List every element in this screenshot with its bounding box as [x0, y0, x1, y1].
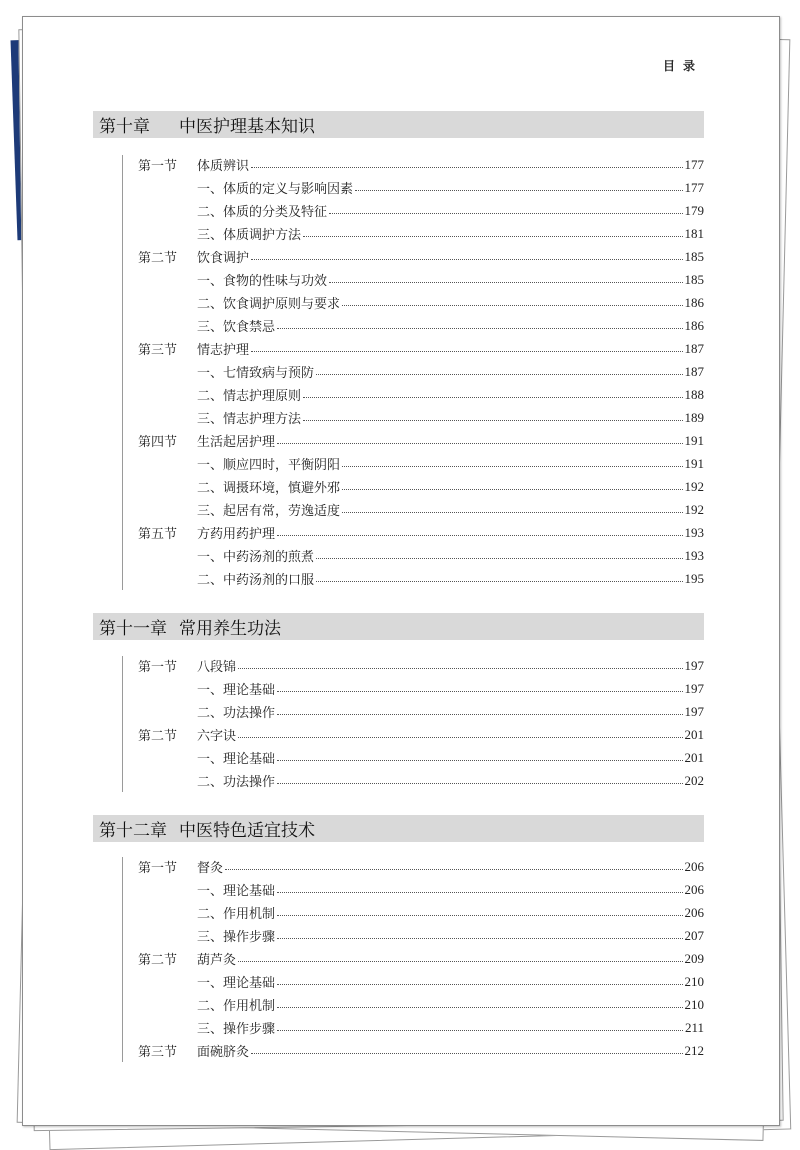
entry-title: 二、作用机制	[197, 907, 276, 922]
page-number: 202	[684, 772, 704, 788]
toc-entry	[197, 385, 704, 404]
dot-leader	[303, 236, 682, 237]
chapter-heading	[93, 815, 704, 842]
toc-entry	[197, 771, 704, 790]
dot-leader	[277, 535, 682, 536]
toc-subsection-row[interactable]	[93, 970, 704, 993]
entry-title: 方药用药护理	[197, 527, 276, 542]
toc-section-row[interactable]	[93, 521, 704, 544]
toc-entry	[197, 500, 704, 519]
entry-title: 体质辨识	[197, 159, 250, 174]
page-number: 177	[684, 179, 704, 195]
toc-subsection-row[interactable]	[93, 924, 704, 947]
chapter-entries	[93, 153, 704, 590]
toc-subsection-row[interactable]	[93, 769, 704, 792]
toc-entry	[197, 926, 704, 945]
entry-title: 生活起居护理	[197, 435, 276, 450]
page-number: 211	[684, 1019, 704, 1035]
page-number: 186	[684, 317, 704, 333]
toc-entry	[197, 972, 704, 991]
dot-leader	[251, 351, 682, 352]
section-number: 第二节	[138, 729, 178, 744]
entry-title: 饮食调护	[197, 251, 250, 266]
chapter-heading	[93, 111, 704, 138]
page-number: 206	[684, 904, 704, 920]
section-number: 第一节	[138, 660, 178, 675]
entry-title: 二、调摄环境，慎避外邪	[197, 481, 341, 496]
section-number: 第三节	[138, 1045, 178, 1060]
dot-leader	[277, 938, 682, 939]
entry-title: 一、理论基础	[197, 752, 276, 767]
toc-subsection-row[interactable]	[93, 383, 704, 406]
toc-entry	[197, 178, 704, 197]
toc-page	[22, 16, 780, 1126]
toc-subsection-row[interactable]	[93, 993, 704, 1016]
toc-entry	[197, 702, 704, 721]
entry-title: 三、起居有常，劳逸适度	[197, 504, 341, 519]
page-number: 209	[684, 950, 704, 966]
entry-title: 二、饮食调护原则与要求	[197, 297, 341, 312]
toc-entry	[197, 224, 704, 243]
dot-leader	[342, 305, 682, 306]
entry-title: 八段锦	[197, 660, 237, 675]
chapter-number: 第十章	[99, 117, 150, 137]
toc-subsection-row[interactable]	[93, 878, 704, 901]
toc-subsection-row[interactable]	[93, 452, 704, 475]
dot-leader	[251, 167, 682, 168]
section-number: 第二节	[138, 953, 178, 968]
page-number: 193	[684, 524, 704, 540]
page-number: 206	[684, 858, 704, 874]
page-number: 193	[684, 547, 704, 563]
page-number: 191	[684, 432, 704, 448]
entry-title: 三、饮食禁忌	[197, 320, 276, 335]
dot-leader	[355, 190, 682, 191]
page-number: 212	[684, 1042, 704, 1058]
toc-section-row[interactable]	[93, 947, 704, 970]
dot-leader	[316, 558, 682, 559]
chapter-entries	[93, 855, 704, 1062]
toc-subsection-row[interactable]	[93, 498, 704, 521]
dot-leader	[277, 691, 682, 692]
chapter-title: 中医护理基本知识	[179, 117, 315, 137]
entry-title: 二、情志护理原则	[197, 389, 302, 404]
toc-entry	[197, 339, 704, 358]
page-number: 185	[684, 271, 704, 287]
dot-leader	[277, 915, 682, 916]
dot-leader	[225, 869, 682, 870]
page-number: 197	[684, 680, 704, 696]
toc-section-row[interactable]	[93, 1039, 704, 1062]
toc-subsection-row[interactable]	[93, 199, 704, 222]
dot-leader	[277, 892, 682, 893]
page-number: 181	[684, 225, 704, 241]
page-number: 197	[684, 703, 704, 719]
chapter-entries	[93, 654, 704, 792]
entry-title: 一、体质的定义与影响因素	[197, 182, 354, 197]
entry-title: 一、理论基础	[197, 884, 276, 899]
dot-leader	[329, 213, 682, 214]
toc-entry	[197, 569, 704, 588]
toc-entry	[197, 880, 704, 899]
toc-entry	[197, 247, 704, 266]
page-number: 201	[684, 726, 704, 742]
page-number: 201	[684, 749, 704, 765]
toc-subsection-row[interactable]	[93, 360, 704, 383]
toc-entry	[197, 477, 704, 496]
entry-title: 二、作用机制	[197, 999, 276, 1014]
entry-title: 情志护理	[197, 343, 250, 358]
entry-title: 三、操作步骤	[197, 1022, 276, 1037]
chapter-number: 第十一章	[99, 619, 167, 639]
dot-leader	[277, 714, 682, 715]
toc-entry	[197, 155, 704, 174]
toc-entry	[197, 857, 704, 876]
section-number: 第三节	[138, 343, 178, 358]
toc-subsection-row[interactable]	[93, 567, 704, 590]
entry-title: 一、食物的性味与功效	[197, 274, 328, 289]
toc-subsection-row[interactable]	[93, 406, 704, 429]
toc-entry	[197, 949, 704, 968]
toc-section-row[interactable]	[93, 153, 704, 176]
dot-leader	[277, 984, 682, 985]
entry-title: 二、功法操作	[197, 706, 276, 721]
page-number: 192	[684, 478, 704, 494]
section-number: 第一节	[138, 861, 178, 876]
section-number: 第一节	[138, 159, 178, 174]
page-number: 187	[684, 363, 704, 379]
toc-subsection-row[interactable]	[93, 700, 704, 723]
entry-title: 二、功法操作	[197, 775, 276, 790]
entry-title: 一、理论基础	[197, 976, 276, 991]
toc-entry	[197, 454, 704, 473]
section-number: 第二节	[138, 251, 178, 266]
entry-title: 面碗脐灸	[197, 1045, 250, 1060]
page-number: 189	[684, 409, 704, 425]
dot-leader	[303, 420, 682, 421]
toc-subsection-row[interactable]	[93, 746, 704, 769]
toc-subsection-row[interactable]	[93, 291, 704, 314]
page-number: 186	[684, 294, 704, 310]
page-number: 192	[684, 501, 704, 517]
chapter-heading	[93, 613, 704, 640]
entry-title: 一、七情致病与预防	[197, 366, 315, 381]
toc-entry	[197, 903, 704, 922]
dot-leader	[238, 668, 682, 669]
section-number: 第四节	[138, 435, 178, 450]
toc-entry	[197, 725, 704, 744]
toc-entry	[197, 362, 704, 381]
entry-title: 三、体质调护方法	[197, 228, 302, 243]
entry-title: 二、体质的分类及特征	[197, 205, 328, 220]
toc-subsection-row[interactable]	[93, 1016, 704, 1039]
toc-subsection-row[interactable]	[93, 176, 704, 199]
chapter-number: 第十二章	[99, 821, 167, 841]
page-number: 210	[684, 973, 704, 989]
dot-leader	[342, 489, 682, 490]
toc-entry	[197, 431, 704, 450]
toc-section-row[interactable]	[93, 654, 704, 677]
page-number: 206	[684, 881, 704, 897]
entry-title: 三、情志护理方法	[197, 412, 302, 427]
page-number: 191	[684, 455, 704, 471]
toc-subsection-row[interactable]	[93, 268, 704, 291]
dot-leader	[277, 760, 682, 761]
toc-entry	[197, 656, 704, 675]
toc-subsection-row[interactable]	[93, 222, 704, 245]
toc-entry	[197, 546, 704, 565]
toc-entry	[197, 995, 704, 1014]
dot-leader	[316, 374, 682, 375]
entry-title: 葫芦灸	[197, 953, 237, 968]
toc-section-row[interactable]	[93, 429, 704, 452]
toc-subsection-row[interactable]	[93, 475, 704, 498]
toc-section-row[interactable]	[93, 337, 704, 360]
dot-leader	[342, 512, 682, 513]
page-number: 187	[684, 340, 704, 356]
toc-entry	[197, 523, 704, 542]
toc-entry	[197, 201, 704, 220]
page-number: 185	[684, 248, 704, 264]
toc-entry	[197, 316, 704, 335]
dot-leader	[251, 1053, 682, 1054]
entry-title: 一、理论基础	[197, 683, 276, 698]
page-number: 210	[684, 996, 704, 1012]
page-number: 177	[684, 156, 704, 172]
chapter-title: 中医特色适宜技术	[179, 821, 315, 841]
dot-leader	[316, 581, 682, 582]
toc-entry	[197, 1041, 704, 1060]
dot-leader	[277, 328, 682, 329]
chapter-title: 常用养生功法	[179, 619, 281, 639]
page-number: 179	[684, 202, 704, 218]
dot-leader	[277, 783, 682, 784]
toc-subsection-row[interactable]	[93, 544, 704, 567]
toc-subsection-row[interactable]	[93, 901, 704, 924]
toc-entry	[197, 748, 704, 767]
page-number: 197	[684, 657, 704, 673]
entry-title: 六字诀	[197, 729, 237, 744]
toc-entry	[197, 679, 704, 698]
page-header: 目录	[662, 59, 703, 73]
toc-section-row[interactable]	[93, 245, 704, 268]
toc-entry	[197, 270, 704, 289]
dot-leader	[277, 1007, 682, 1008]
entry-title: 督灸	[197, 861, 224, 876]
entry-title: 一、中药汤剂的煎煮	[197, 550, 315, 565]
toc-section-row[interactable]	[93, 723, 704, 746]
toc-entry	[197, 1018, 704, 1037]
dot-leader	[277, 443, 682, 444]
dot-leader	[277, 1030, 683, 1031]
dot-leader	[238, 961, 682, 962]
page-number: 195	[684, 570, 704, 586]
page-number: 188	[684, 386, 704, 402]
toc-subsection-row[interactable]	[93, 314, 704, 337]
section-number: 第五节	[138, 527, 178, 542]
dot-leader	[303, 397, 682, 398]
dot-leader	[251, 259, 682, 260]
toc-section-row[interactable]	[93, 855, 704, 878]
dot-leader	[329, 282, 682, 283]
entry-title: 三、操作步骤	[197, 930, 276, 945]
entry-title: 一、顺应四时，平衡阴阳	[197, 458, 341, 473]
toc-subsection-row[interactable]	[93, 677, 704, 700]
toc-entry	[197, 293, 704, 312]
entry-title: 二、中药汤剂的口服	[197, 573, 315, 588]
dot-leader	[238, 737, 682, 738]
page-number: 207	[684, 927, 704, 943]
dot-leader	[342, 466, 682, 467]
toc-entry	[197, 408, 704, 427]
